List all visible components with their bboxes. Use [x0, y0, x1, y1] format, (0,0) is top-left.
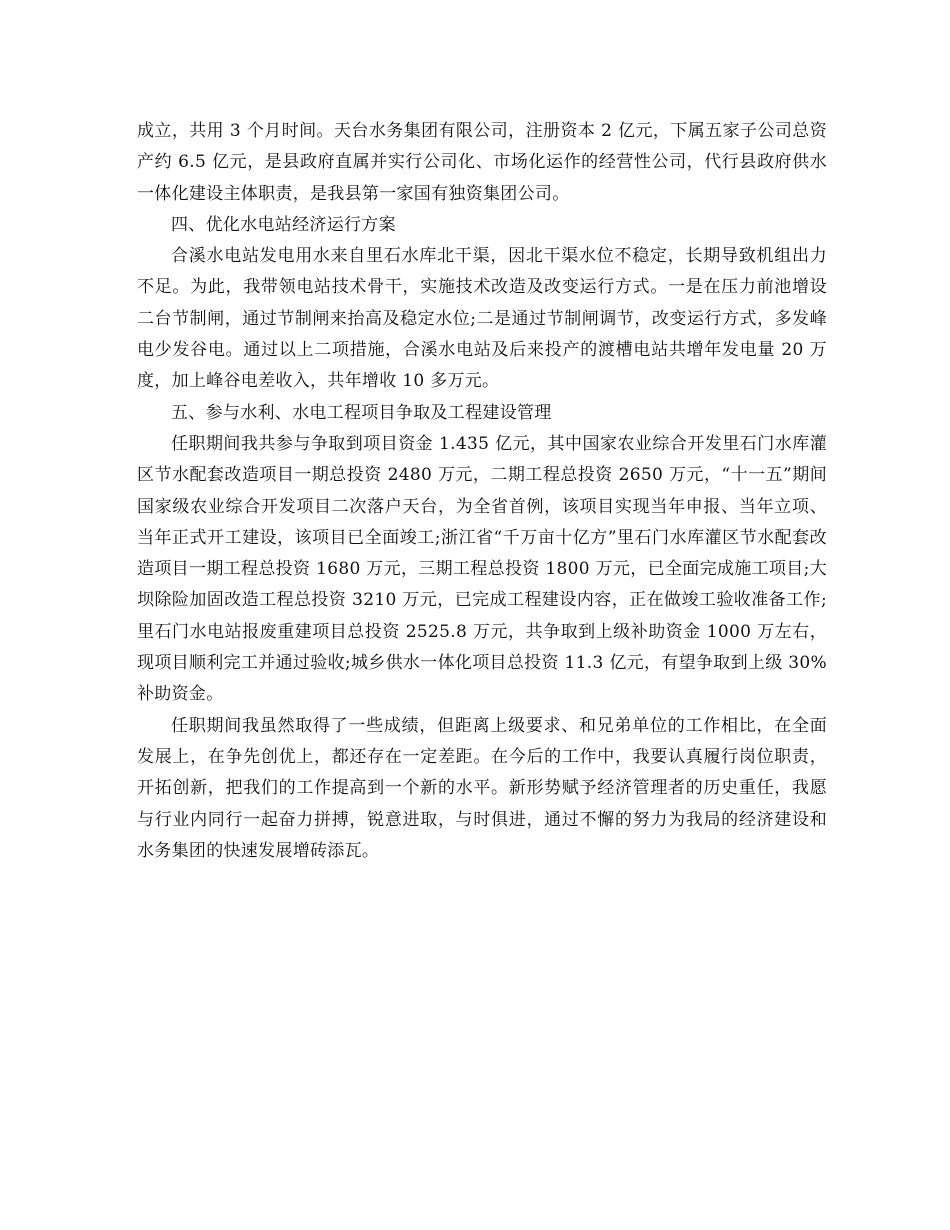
paragraph-hydropower-optimization: 合溪水电站发电用水来自里石水库北干渠，因北干渠水位不稳定，长期导致机组出力不足。为此，我带领电站技术骨干，实施技术改造及改变运行方式。一是在压力前池增设二台节制闸，通过节制闸来抬高及稳定水位;二是通过节制闸调节，改变运行方式，多发峰电少发谷电。通过以上二项措施，合溪水电站及后来投产的渡槽电站共增年发电量 20 万度，加上峰谷电差收入，共年增收 10 多万元。: [137, 246, 827, 392]
paragraph-conclusion: 任职期间我虽然取得了一些成绩，但距离上级要求、和兄弟单位的工作相比，在全面发展上，在争先创优上，都还存在一定差距。在今后的工作中，我要认真履行岗位职责，开拓创新，把我们的工作提高到一个新的水平。新形势赋予经济管理者的历史重任，我愿与行业内同行一起奋力拼搏，锐意进取，与时俱进，通过不懈的努力为我局的经济建设和水务集团的快速发展增砖添瓦。: [137, 715, 827, 861]
section-heading-hydropower-optimization: 四、优化水电站经济运行方案: [171, 214, 396, 235]
paragraph-company-founding: 成立，共用 3 个月时间。天台水务集团有限公司，注册资本 2 亿元，下属五家子公司总资产约 6.5 亿元，是县政府直属并实行公司化、市场化运作的经营性公司，代行县政府供水一体化建设主体职责，是我县第一家国有独资集团公司。: [137, 121, 827, 204]
paragraph-project-funding: 任职期间我共参与争取到项目资金 1.435 亿元，其中国家农业综合开发里石门水库灌区节水配套改造项目一期总投资 2480 万元，二期工程总投资 2650 万元，“十一五”期间国家级农业综合开发项目二次落户天台，为全省首例，该项目实现当年申报、当年立项、当年正式开工建设，该项目已全面竣工;浙江省“千万亩十亿方”里石门水库灌区节水配套改造项目一期工程总投资 1680 万元，三期工程总投资 1800 万元，已全面完成施工项目;大坝除险加固改造工程总投资 3210 万元，已完成工程建设内容，正在做竣工验收准备工作;里石门水电站报废重建项目总投资 2525.8 万元，共争取到上级补助资金 1000 万左右，现项目顺利完工并通过验收;城乡供水一体化项目总投资 11.3 亿元，有望争取到上级 30%补助资金。: [137, 433, 827, 705]
document-body: [137, 116, 827, 867]
section-heading-project-management: 五、参与水利、水电工程项目争取及工程建设管理: [171, 402, 552, 423]
